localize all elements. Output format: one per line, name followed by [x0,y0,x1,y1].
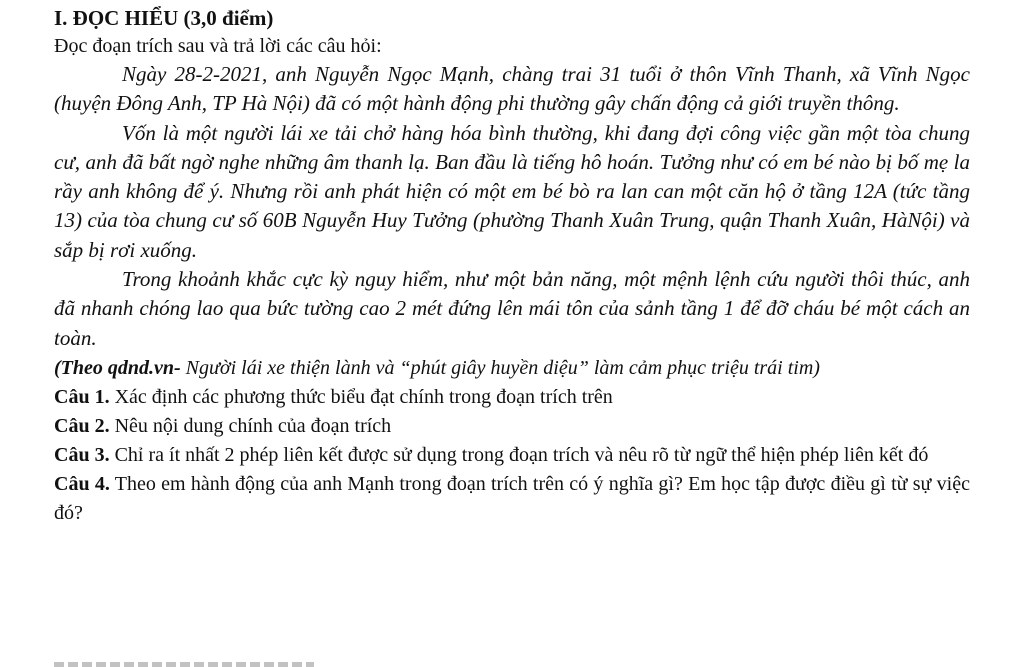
passage [54,60,970,383]
question-list [54,383,970,528]
passage-paragraph-1: Ngày 28-2-2021, anh Nguyễn Ngọc Mạnh, chàng trai 31 tuổi ở thôn Vĩnh Thanh, xã Vĩnh Ngọc (huyện Đông Anh, TP Hà Nội) đã có một hành động phi thường gây chấn động cả giới truyền thông. [54,62,970,116]
question-label: Câu 4. [54,472,110,495]
question-label: Câu 2. [54,414,110,437]
question-text: Xác định các phương thức biểu đạt chính trong đoạn trích trên [109,385,613,408]
cropped-next-line [54,656,354,667]
question-1 [54,383,970,412]
question-text: Nêu nội dung chính của đoạn trích [109,414,392,437]
passage-source [54,353,970,383]
section-heading: I. ĐỌC HIỂU (3,0 điểm) [54,6,274,30]
section-instruction: Đọc đoạn trích sau và trả lời các câu hỏi: [54,35,382,57]
passage-paragraph-3: Trong khoảnh khắc cực kỳ nguy hiểm, như một bản năng, một mệnh lệnh cứu người thôi thúc, anh đã nhanh chóng lao qua bức tường cao 2 mét đứng lên mái tôn của sảnh tầng 1 để đỡ cháu bé một cách an toàn. [54,267,970,350]
question-label: Câu 1. [54,385,110,408]
exam-page [54,4,970,528]
source-text: Người lái xe thiện lành và “phút giây huyền diệu” làm cảm phục triệu trái tim) [180,356,820,379]
question-text: Theo em hành động của anh Mạnh trong đoạn trích trên có ý nghĩa gì? Em học tập được điều gì từ sự việc đó? [54,472,970,524]
question-2 [54,412,970,441]
cropped-text-fragment [54,662,314,667]
source-label: (Theo qdnd.vn- [54,356,181,379]
question-4 [54,470,970,528]
question-label: Câu 3. [54,443,110,466]
question-3 [54,441,970,470]
question-text: Chỉ ra ít nhất 2 phép liên kết được sử dụng trong đoạn trích và nêu rõ từ ngữ thể hiện phép liên kết đó [109,443,929,466]
passage-paragraph-2: Vốn là một người lái xe tải chở hàng hóa bình thường, khi đang đợi công việc gần một tòa chung cư, anh đã bất ngờ nghe những âm thanh lạ. Ban đầu là tiếng hô hoán. Tưởng như có em bé nào bị bố mẹ la rầy anh không để ý. Nhưng rồi anh phát hiện có một em bé bò ra lan can một căn hộ ở tầng 12A (tức tầng 13) của tòa chung cư số 60B Nguyễn Huy Tưởng (phường Thanh Xuân Trung, quận Thanh Xuân, HàNội) và sắp bị rơi xuống. [54,120,970,262]
